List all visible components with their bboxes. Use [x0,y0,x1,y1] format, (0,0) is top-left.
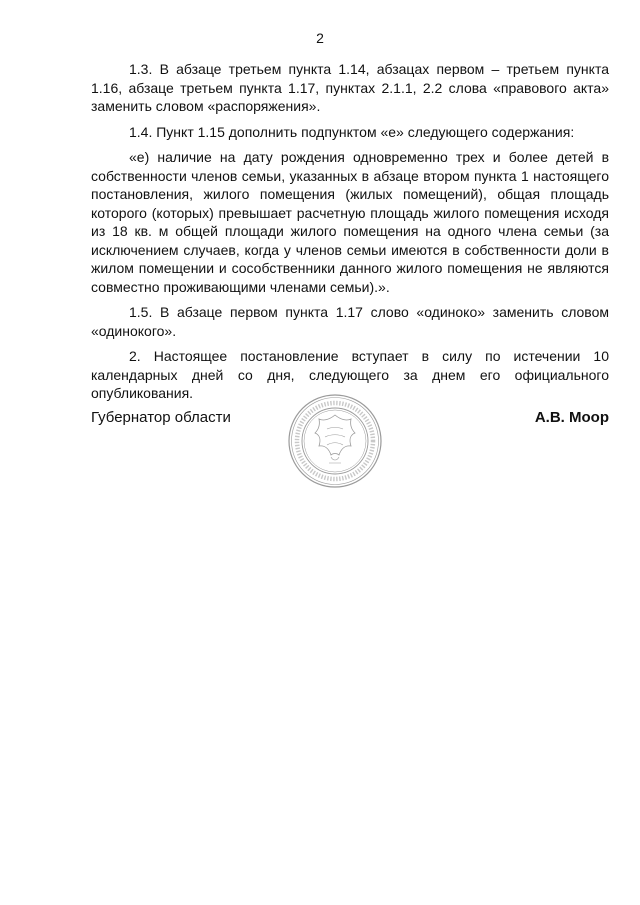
official-seal-icon [287,393,383,489]
paragraph-1-5: 1.5. В абзаце первом пункта 1.17 слово «одиноко» заменить словом «одинокого». [91,304,609,339]
paragraph-1-4: 1.4. Пункт 1.15 дополнить подпунктом «е» следующего содержания: [129,123,575,140]
page-number: 2 [316,30,324,46]
paragraph-1-3: 1.3. В абзаце третьем пункта 1.14, абзацах первом – третьем пункта 1.16, абзаце третьем пункта 1.17, пунктах 2.1.1, 2.2 слова «правового акта» заменить словом «распоряжения». [91,61,609,114]
signatory-position: Губернатор области [91,409,231,426]
signatory-name: А.В. Моор [534,409,609,426]
paragraph-1-4-subpoint-e: «е) наличие на дату рождения одновременно трех и более детей в собственности членов семьи, указанных в абзаце втором пункта 1 настоящего постановления, жилого помещения (жилых помещений), общая площадь которого (которых) превышает расчетную площадь жилого помещения исходя из 18 кв. м общей площади жилого помещения на одного члена семьи (за исключением случаев, когда у членов семьи имеются в собственности доли в жилом помещении и сособственники данного жилого помещения не являются совместно проживающими членами семьи).». [91,149,609,295]
paragraph-2: 2. Настоящее постановление вступает в силу по истечении 10 календарных дней со дня, следующего за днем его официального опубликования. [91,348,609,401]
document-body [91,60,609,410]
